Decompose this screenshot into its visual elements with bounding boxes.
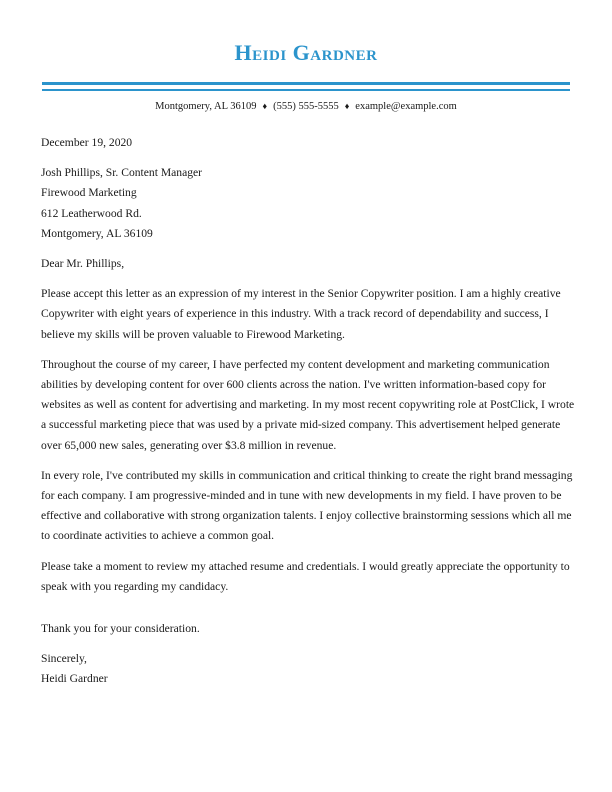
- closing: Sincerely,: [41, 652, 87, 666]
- paragraph-4: Please take a moment to review my attached resume and credentials. I would greatly appreciate the opportunity to speak with you regarding my candidacy.: [41, 559, 570, 593]
- applicant-name: Heidi Gardner: [234, 40, 378, 65]
- recipient-name-title: Josh Phillips, Sr. Content Manager: [41, 166, 203, 180]
- recipient-street: 612 Leatherwood Rd.: [41, 206, 142, 220]
- letter-date: December 19, 2020: [41, 136, 133, 149]
- salutation: Dear Mr. Phillips,: [41, 257, 125, 271]
- diamond-separator-icon: ♦: [344, 101, 350, 111]
- contact-phone: (555) 555-5555: [273, 101, 339, 112]
- contact-email: example@example.com: [355, 101, 457, 112]
- paragraph-1: Please accept this letter as an expression of my interest in the Senior Copywriter position. I am a highly creative Copywriter with eight years of experience in this industry. With a track record of dependability and success, I believe my skills will be proven valuable to Firewood Marketing.: [41, 287, 561, 341]
- header-divider-thick: [42, 82, 570, 85]
- thanks-line: Thank you for your consideration.: [41, 622, 200, 636]
- contact-city: Montgomery, AL 36109: [155, 101, 257, 112]
- signature-name: Heidi Gardner: [41, 672, 108, 686]
- paragraph-3: In every role, I've contributed my skills in communication and critical thinking to create the right brand messaging for each company. I am progressive-minded and in tune with new developments in my field. I have proven to be effective and collaborative with strong organization talents. I enjoy collective brainstorming sessions which all me to coordinate activities to achieve a common goal.: [41, 468, 573, 543]
- recipient-city: Montgomery, AL 36109: [41, 226, 153, 240]
- letter-body: [41, 133, 576, 690]
- recipient-company: Firewood Marketing: [41, 186, 137, 200]
- contact-line: [0, 101, 612, 112]
- header-divider-thin: [42, 89, 570, 91]
- diamond-separator-icon: ♦: [262, 101, 268, 111]
- paragraph-2: Throughout the course of my career, I have perfected my content development and marketing communication abilities by developing content for over 600 clients across the nation. I've written information-based copy for websites as well as content for advertising and marketing. In my most recent copywriting role at PostClick, I wrote a successful marketing piece that was used by a private mid-sized company. This advertisement helped generate over 65,000 new sales, generating over $3.8 million in revenue.: [41, 357, 575, 452]
